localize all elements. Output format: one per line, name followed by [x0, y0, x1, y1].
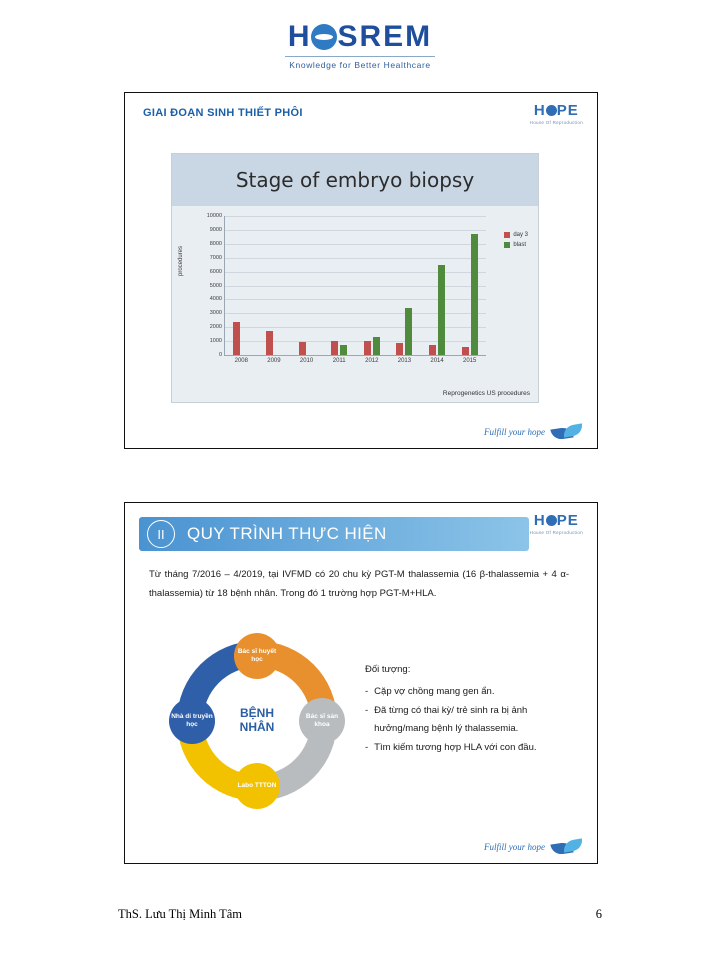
hope-logo-slide1 — [530, 103, 583, 125]
objects-list-item — [365, 702, 575, 737]
diagram-node-ivf-lab: Labo TTTON — [234, 763, 280, 809]
page-header — [0, 0, 720, 73]
hope-post: PE — [556, 102, 579, 119]
chart-title: Stage of embryo biopsy — [235, 168, 475, 192]
chart-bar — [299, 342, 306, 355]
chart-bar — [331, 341, 338, 355]
hope-logo-subtitle: House Of Reproduction — [529, 530, 583, 535]
objects-block — [365, 661, 575, 759]
chart-gridline — [225, 341, 486, 342]
chart-caption: Reprogenetics US procedures — [442, 390, 530, 397]
section-banner — [139, 517, 529, 551]
chart-gridline — [225, 327, 486, 328]
chart-x-tick: 2014 — [430, 358, 444, 364]
logo-divider — [285, 56, 435, 57]
chart-y-tick: 1000 — [209, 338, 222, 345]
chart-title-band — [172, 154, 538, 206]
chart-y-tick: 8000 — [209, 240, 222, 247]
slide-quy-trinh-thuc-hien — [124, 502, 598, 864]
hope-post: PE — [556, 512, 579, 529]
objects-list-item-text: Đã từng có thai kỳ/ trẻ sinh ra bị ảnh hưởng/mang bệnh lý thalassemia. — [374, 705, 528, 734]
embryo-biopsy-chart — [171, 153, 539, 403]
hope-logo-slide2 — [530, 513, 583, 535]
chart-y-tick: 6000 — [209, 268, 222, 275]
chart-bar — [340, 345, 347, 355]
leaf-icon — [551, 424, 585, 440]
hope-dot-icon — [546, 105, 557, 116]
chart-legend-swatch — [504, 232, 510, 238]
objects-title: Đối tượng: — [365, 664, 411, 675]
list-bullet: - — [365, 742, 369, 754]
hosrem-logo-pre: H — [287, 20, 312, 53]
globe-icon — [311, 24, 337, 50]
slide1-title: GIAI ĐOẠN SINH THIẾT PHÔI — [143, 107, 303, 119]
chart-gridline — [225, 286, 486, 287]
chart-y-tick: 5000 — [209, 282, 222, 289]
fulfill-text: Fulfill your hope — [484, 842, 545, 852]
chart-x-tick: 2009 — [267, 358, 281, 364]
patient-team-diagram — [171, 641, 339, 801]
chart-y-tick: 2000 — [209, 324, 222, 331]
chart-x-tick: 2010 — [299, 358, 314, 364]
leaf-icon — [551, 839, 585, 855]
chart-y-tick: 0 — [218, 352, 222, 358]
diagram-node-hematologist: Bác sĩ huyết học — [234, 633, 280, 679]
chart-bar — [438, 265, 445, 355]
chart-bar — [364, 341, 371, 355]
chart-y-axis-label: procedures — [178, 245, 184, 276]
chart-x-tick: 2012 — [365, 358, 379, 364]
chart-gridline — [225, 313, 486, 314]
hosrem-logo — [285, 22, 435, 70]
slide-embryo-biopsy-stage — [124, 92, 598, 449]
chart-bar — [429, 345, 436, 355]
chart-bar — [471, 234, 478, 355]
diagram-center-line2: NHÂN — [239, 720, 275, 734]
chart-y-tick: 3000 — [209, 310, 222, 317]
objects-list — [365, 683, 575, 757]
study-summary-paragraph: Từ tháng 7/2016 – 4/2019, tại IVFMD có 20 chu kỳ PGT-M thalassemia (16 β-thalassemia + 4 α-thalassemia) từ 18 bệnh nhân. Trong đó 1 trường hợp PGT-M+HLA. — [149, 569, 569, 599]
chart-legend-item — [504, 242, 528, 248]
section-title: QUY TRÌNH THỰC HIỆN — [187, 524, 387, 543]
list-bullet: - — [365, 705, 369, 717]
chart-gridline — [225, 216, 486, 217]
chart-bar — [462, 347, 469, 355]
chart-gridline — [225, 258, 486, 259]
chart-bar — [266, 331, 273, 355]
fulfill-your-hope-mark-slide2 — [484, 839, 585, 855]
fulfill-your-hope-mark-slide1 — [484, 424, 585, 440]
hope-logo-text — [530, 103, 583, 118]
diagram-node-geneticist: Nhà di truyền học — [169, 698, 215, 744]
section-number-badge: II — [147, 520, 175, 548]
footer-author: ThS. Lưu Thị Minh Tâm — [118, 907, 243, 921]
chart-bar — [405, 308, 412, 355]
chart-gridline — [225, 244, 486, 245]
hope-pre: H — [533, 102, 546, 119]
diagram-center-line1: BỆNH — [239, 706, 275, 721]
diagram-node-obstetrician: Bác sĩ sản khoa — [299, 698, 345, 744]
chart-legend-label: blast — [513, 242, 526, 248]
objects-list-item-text: Tìm kiếm tương hợp HLA với con đầu. — [374, 742, 537, 754]
chart-x-tick: 2011 — [332, 358, 346, 364]
hope-pre: H — [533, 512, 546, 529]
hosrem-tagline: Knowledge for Better Healthcare — [289, 60, 431, 70]
chart-bar — [396, 343, 403, 356]
chart-legend-label: day 3 — [513, 232, 528, 238]
chart-y-tick: 7000 — [209, 254, 222, 261]
objects-list-item-text: Cặp vợ chồng mang gen ẩn. — [374, 685, 495, 697]
chart-plot-area — [206, 213, 486, 364]
chart-x-tick: 2013 — [397, 358, 412, 364]
chart-legend-swatch — [504, 242, 510, 248]
chart-legend-item — [504, 232, 528, 238]
fulfill-text: Fulfill your hope — [484, 427, 545, 437]
hope-logo-text — [530, 513, 583, 528]
list-bullet: - — [365, 685, 369, 697]
hosrem-logo-post: SREM — [337, 20, 433, 53]
chart-x-tick: 2015 — [463, 358, 477, 364]
chart-y-tick: 10000 — [206, 213, 222, 219]
chart-gridline — [225, 272, 486, 273]
hope-dot-icon — [546, 515, 557, 526]
chart-legend — [504, 232, 528, 252]
objects-list-item — [365, 683, 575, 701]
hope-logo-subtitle: House Of Reproduction — [529, 120, 583, 125]
chart-y-tick: 4000 — [209, 296, 222, 303]
page-footer — [118, 907, 602, 922]
chart-gridline — [225, 299, 486, 300]
chart-x-tick: 2008 — [234, 358, 248, 364]
hosrem-logo-text — [288, 22, 432, 52]
footer-page-number: 6 — [595, 907, 602, 921]
objects-list-item — [365, 739, 575, 757]
diagram-center-label — [240, 707, 275, 735]
chart-bar — [373, 337, 380, 355]
chart-y-tick: 9000 — [209, 226, 222, 233]
chart-bar — [233, 322, 240, 355]
chart-gridline — [225, 230, 486, 231]
